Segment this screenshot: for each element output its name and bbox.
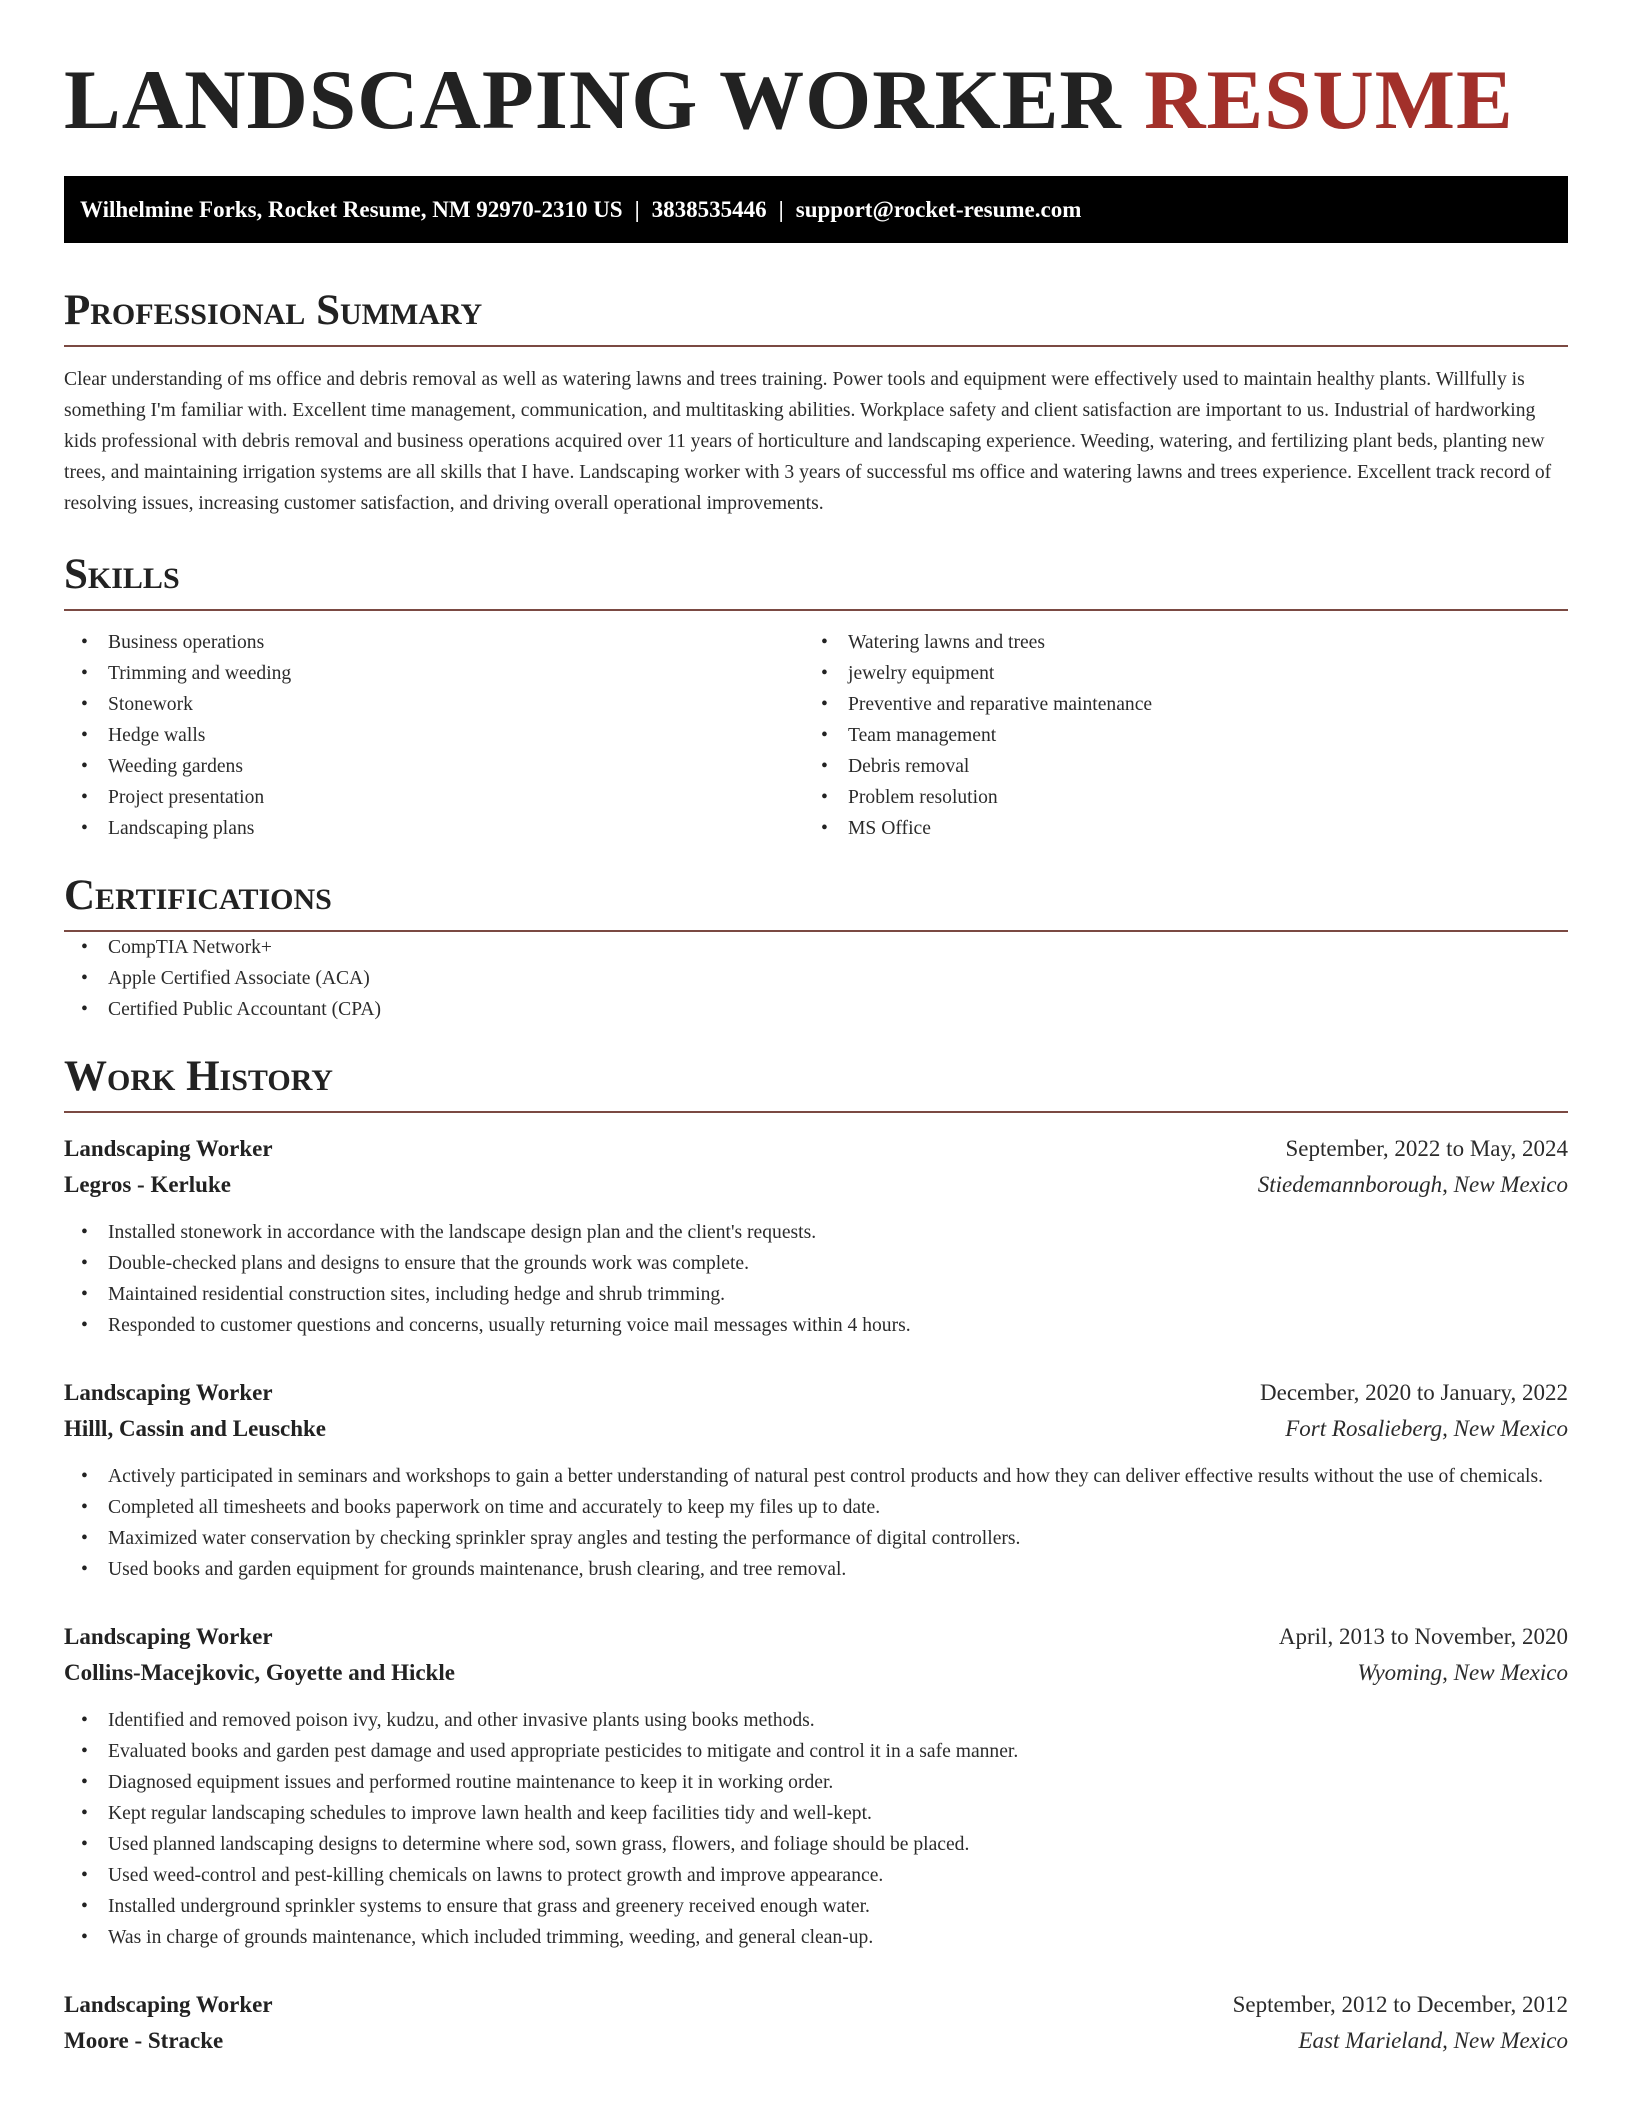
contact-address: Wilhelmine Forks, Rocket Resume, NM 92970-2310 US [80, 197, 623, 222]
job-company: Hilll, Cassin and Leuschke [64, 1416, 327, 1441]
job-duty: • Maximized water conservation by checking sprinkler spray angles and testing the performance of digital controllers. [64, 1523, 1568, 1554]
job-duty: • Installed stonework in accordance with the landscape design plan and the client's requests. [64, 1217, 1568, 1248]
job-duty: • Used weed-control and pest-killing chemicals on lawns to protect growth and improve appearance. [64, 1860, 1568, 1891]
job-duty: • Actively participated in seminars and workshops to gain a better understanding of natural pest control products and how they can deliver effective results without the use of chemicals. [64, 1461, 1568, 1492]
job-duty: • Used planned landscaping designs to determine where sod, sown grass, flowers, and foliage should be placed. [64, 1829, 1568, 1860]
job-company: Legros - Kerluke [64, 1172, 231, 1197]
skill-item: • Team management [804, 720, 1544, 751]
job-company-row [64, 1411, 1568, 1447]
job-company-row [64, 2023, 1568, 2059]
summary-text: Clear understanding of ms office and debris removal as well as watering lawns and trees training. Power tools and equipment were effectively used to maintain healthy plants. Willfully is something I'm familiar with. Excellent time management, communication, and multitasking abilities. Workplace safety and client satisfaction are important to us. Industrial of hardworking kids professional with debris removal and business operations acquired over 11 years of horticulture and landscaping experience. Weeding, watering, and fertilizing plant beds, planting new trees, and maintaining irrigation systems are all skills that I have. Landscaping worker with 3 years of successful ms office and watering lawns and trees experience. Excellent track record of resolving issues, increasing customer satisfaction, and driving overall operational improvements. [64, 369, 1552, 514]
job-duty: • Evaluated books and garden pest damage and used appropriate pesticides to mitigate and control it in a safe manner. [64, 1736, 1568, 1767]
job-duty: • Double-checked plans and designs to ensure that the grounds work was complete. [64, 1248, 1568, 1279]
certifications-list [64, 932, 1568, 1025]
job-duty: • Completed all timesheets and books paperwork on time and accurately to keep my files up to date. [64, 1492, 1568, 1523]
contact-bar [64, 176, 1568, 243]
job-title: Landscaping Worker [64, 1136, 273, 1161]
skill-item: • Trimming and weeding [64, 658, 804, 689]
resume-page [64, 0, 1568, 2059]
skill-item: • Watering lawns and trees [804, 627, 1544, 658]
skill-item: • jewelry equipment [804, 658, 1544, 689]
skill-item: • MS Office [804, 813, 1544, 844]
job-header-row [64, 1375, 1568, 1411]
job-duty: • Responded to customer questions and concerns, usually returning voice mail messages within 4 hours. [64, 1310, 1568, 1341]
job-duty: • Maintained residential construction sites, including hedge and shrub trimming. [64, 1279, 1568, 1310]
skill-item: • Preventive and reparative maintenance [804, 689, 1544, 720]
skill-item: • Project presentation [64, 782, 804, 813]
job-entry [64, 1131, 1568, 1341]
job-duty: • Used books and garden equipment for grounds maintenance, brush clearing, and tree removal. [64, 1554, 1568, 1585]
skill-item: • Hedge walls [64, 720, 804, 751]
job-dates: September, 2012 to December, 2012 [1232, 1992, 1568, 2017]
skill-item: • Stonework [64, 689, 804, 720]
job-title: Landscaping Worker [64, 1992, 273, 2017]
job-dates: April, 2013 to November, 2020 [1278, 1624, 1568, 1649]
certification-item: • Apple Certified Associate (ACA) [64, 963, 1568, 994]
job-header-row [64, 1131, 1568, 1167]
job-duty: • Kept regular landscaping schedules to improve lawn health and keep facilities tidy and well-kept. [64, 1798, 1568, 1829]
job-location: Wyoming, New Mexico [1357, 1660, 1568, 1685]
job-duty: • Identified and removed poison ivy, kudzu, and other invasive plants using books methods. [64, 1705, 1568, 1736]
title-accent: RESUME [1144, 53, 1514, 147]
job-duty: • Diagnosed equipment issues and performed routine maintenance to keep it in working order. [64, 1767, 1568, 1798]
job-title: Landscaping Worker [64, 1380, 273, 1405]
contact-separator: | [634, 197, 640, 222]
skill-item: • Problem resolution [804, 782, 1544, 813]
contact-email[interactable]: support@rocket-resume.com [795, 197, 1082, 222]
work-history-heading: Work History [64, 1051, 1568, 1113]
job-company-row [64, 1167, 1568, 1203]
job-company: Moore - Stracke [64, 2028, 224, 2053]
contact-separator: | [778, 197, 784, 222]
job-location: East Marieland, New Mexico [1298, 2028, 1568, 2053]
skill-item: • Landscaping plans [64, 813, 804, 844]
job-entry [64, 1375, 1568, 1585]
skills-list-left [64, 627, 804, 844]
job-duties-list [64, 1705, 1568, 1953]
job-entry [64, 1619, 1568, 1953]
job-title: Landscaping Worker [64, 1624, 273, 1649]
skills-columns [64, 627, 1568, 844]
job-dates: September, 2022 to May, 2024 [1285, 1136, 1568, 1161]
job-header-row [64, 1619, 1568, 1655]
skill-item: • Business operations [64, 627, 804, 658]
job-company-row [64, 1655, 1568, 1691]
summary-heading: Professional Summary [64, 285, 1568, 347]
skills-list-right [804, 627, 1544, 844]
resume-title [64, 0, 1568, 148]
job-duty: • Installed underground sprinkler systems to ensure that grass and greenery received enough water. [64, 1891, 1568, 1922]
job-location: Fort Rosalieberg, New Mexico [1285, 1416, 1568, 1441]
skill-item: • Weeding gardens [64, 751, 804, 782]
skill-item: • Debris removal [804, 751, 1544, 782]
job-location: Stiedemannborough, New Mexico [1257, 1172, 1568, 1197]
certification-item: • Certified Public Accountant (CPA) [64, 994, 1568, 1025]
certification-item: • CompTIA Network+ [64, 932, 1568, 963]
skills-heading: Skills [64, 549, 1568, 611]
job-company: Collins-Macejkovic, Goyette and Hickle [64, 1660, 455, 1685]
job-duties-list [64, 1217, 1568, 1341]
job-duties-list [64, 1461, 1568, 1585]
title-main: LANDSCAPING WORKER [64, 53, 1122, 147]
job-dates: December, 2020 to January, 2022 [1260, 1380, 1568, 1405]
job-duty: • Was in charge of grounds maintenance, which included trimming, weeding, and general clean-up. [64, 1922, 1568, 1953]
job-entry [64, 1987, 1568, 2059]
contact-phone: 3838535446 [651, 197, 767, 222]
job-header-row [64, 1987, 1568, 2023]
certifications-heading: Certifications [64, 870, 1568, 932]
